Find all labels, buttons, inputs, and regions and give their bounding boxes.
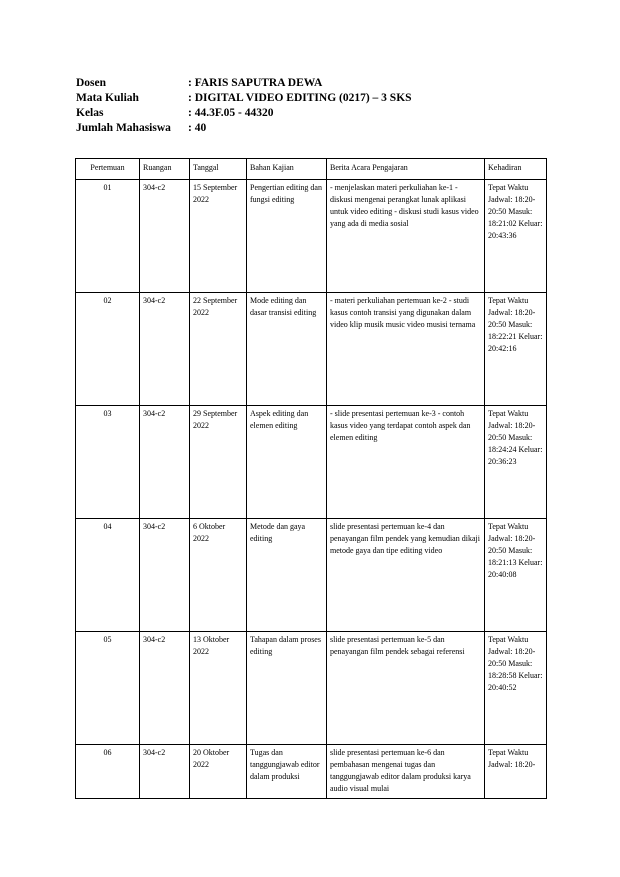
- header-report: Berita Acara Pengajaran: [327, 159, 485, 180]
- course-label: Mata Kuliah: [76, 92, 139, 104]
- cell-report: slide presentasi pertemuan ke-5 dan penayangan film pendek sebagai referensi: [327, 632, 485, 745]
- class-label: Kelas: [76, 107, 104, 119]
- lecturer-label: Dosen: [76, 77, 107, 89]
- header-date: Tanggal: [190, 159, 247, 180]
- table-row: [76, 745, 547, 799]
- cell-attendance: Tepat Waktu Jadwal: 18:20-20:50 Masuk: 18:28:58 Keluar: 20:40:52: [485, 632, 547, 745]
- cell-topic: Mode editing dan dasar transisi editing: [247, 293, 327, 406]
- cell-meeting: 05: [76, 632, 140, 745]
- lecturer-value: : FARIS SAPUTRA DEWA: [188, 77, 323, 89]
- cell-topic: Metode dan gaya editing: [247, 519, 327, 632]
- students-value: : 40: [188, 122, 207, 134]
- cell-room: 304-c2: [140, 519, 190, 632]
- cell-report: slide presentasi pertemuan ke-4 dan penayangan film pendek yang kemudian dikaji metode gaya dan tipe editing video: [327, 519, 485, 632]
- table-row: [76, 406, 547, 519]
- students-label: Jumlah Mahasiswa: [76, 122, 171, 134]
- cell-attendance: Tepat Waktu Jadwal: 18:20-20:50 Masuk: 18:22:21 Keluar: 20:42:16: [485, 293, 547, 406]
- teaching-log-table: [75, 158, 547, 799]
- course-row: [76, 91, 412, 106]
- cell-meeting: 02: [76, 293, 140, 406]
- cell-topic: Pengertian editing dan fungsi editing: [247, 180, 327, 293]
- cell-report: - menjelaskan materi perkuliahan ke-1 - diskusi mengenai perangkat lunak aplikasi untuk video editing - diskusi studi kasus video yang ada di media sosial: [327, 180, 485, 293]
- cell-date: 29 September 2022: [190, 406, 247, 519]
- cell-attendance: Tepat Waktu Jadwal: 18:20-20:50 Masuk: 18:21:13 Keluar: 20:40:08: [485, 519, 547, 632]
- cell-room: 304-c2: [140, 745, 190, 799]
- table-row: [76, 632, 547, 745]
- cell-room: 304-c2: [140, 632, 190, 745]
- cell-meeting: 06: [76, 745, 140, 799]
- cell-date: 13 Oktober 2022: [190, 632, 247, 745]
- students-row: [76, 121, 412, 136]
- table-row: [76, 180, 547, 293]
- header-meeting: Pertemuan: [76, 159, 140, 180]
- class-value: : 44.3F.05 - 44320: [188, 107, 274, 119]
- cell-topic: Tahapan dalam proses editing: [247, 632, 327, 745]
- class-row: [76, 106, 412, 121]
- header-topic: Bahan Kajian: [247, 159, 327, 180]
- cell-date: 15 September 2022: [190, 180, 247, 293]
- cell-room: 304-c2: [140, 293, 190, 406]
- table-row: [76, 519, 547, 632]
- table-row: [76, 293, 547, 406]
- course-info: [76, 76, 412, 136]
- cell-date: 22 September 2022: [190, 293, 247, 406]
- cell-attendance: Tepat Waktu Jadwal: 18:20-20:50 Masuk: 18:24:24 Keluar: 20:36:23: [485, 406, 547, 519]
- header-room: Ruangan: [140, 159, 190, 180]
- header-attendance: Kehadiran: [485, 159, 547, 180]
- cell-meeting: 04: [76, 519, 140, 632]
- lecturer-row: [76, 76, 412, 91]
- cell-topic: Tugas dan tanggungjawab editor dalam produksi: [247, 745, 327, 799]
- cell-report: - materi perkuliahan pertemuan ke-2 - studi kasus contoh transisi yang digunakan dalam video klip musik music video musisi ternama: [327, 293, 485, 406]
- cell-room: 304-c2: [140, 180, 190, 293]
- table-header-row: [76, 159, 547, 180]
- cell-date: 6 Oktober 2022: [190, 519, 247, 632]
- cell-topic: Aspek editing dan elemen editing: [247, 406, 327, 519]
- cell-attendance: Tepat Waktu Jadwal: 18:20-: [485, 745, 547, 799]
- cell-report: - slide presentasi pertemuan ke-3 - contoh kasus video yang terdapat contoh aspek dan elemen editing: [327, 406, 485, 519]
- cell-report: slide presentasi pertemuan ke-6 dan pembahasan mengenai tugas dan tanggungjawab editor dalam produksi karya audio visual mulai: [327, 745, 485, 799]
- cell-attendance: Tepat Waktu Jadwal: 18:20-20:50 Masuk: 18:21:02 Keluar: 20:43:36: [485, 180, 547, 293]
- cell-meeting: 03: [76, 406, 140, 519]
- cell-date: 20 Oktober 2022: [190, 745, 247, 799]
- cell-meeting: 01: [76, 180, 140, 293]
- course-value: : DIGITAL VIDEO EDITING (0217) – 3 SKS: [188, 92, 412, 104]
- cell-room: 304-c2: [140, 406, 190, 519]
